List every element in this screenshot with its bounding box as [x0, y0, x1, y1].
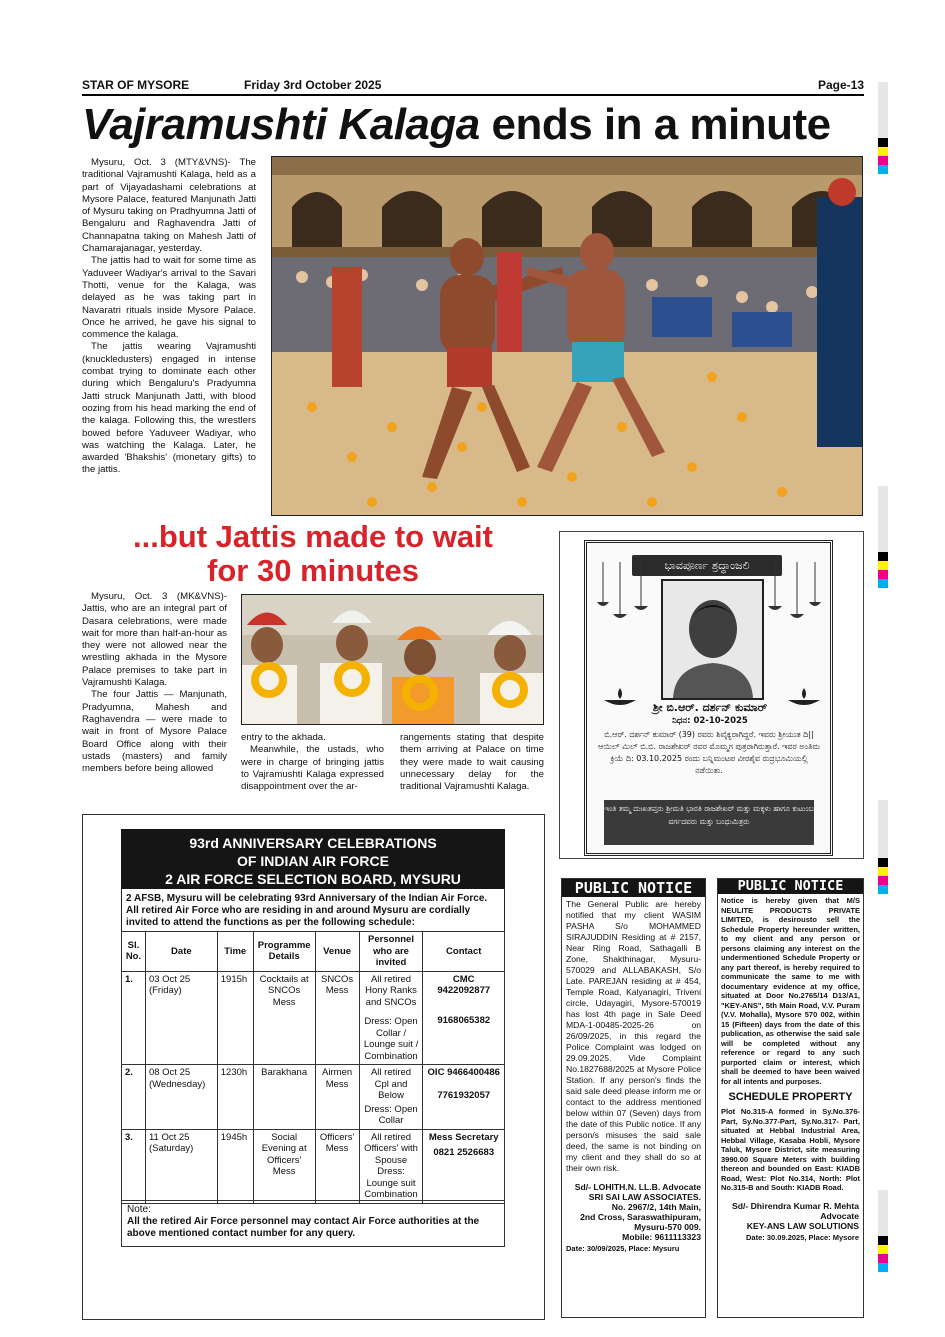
row-time: 1945h	[217, 1129, 253, 1203]
row-programme: Social Evening at Officers' Mess	[253, 1129, 315, 1203]
story2-para-1: Mysuru, Oct. 3 (MK&VNS)- Jattis, who are an integral part of Dasara celebrations, were made wait for more than half-an-hour as they were not allowed near the wrestling akhada in the Mysore Palace premises to take part in Vajramushti Kalaga.	[82, 591, 227, 689]
story2-column-2	[241, 732, 384, 793]
color-registration-bar	[878, 138, 888, 174]
margin-gray-bar	[878, 1190, 888, 1236]
airforce-heading-1: 93rd ANNIVERSARY CELEBRATIONS	[189, 835, 437, 851]
headline-rest: ends in a minute	[479, 100, 831, 149]
story2-para-3: entry to the akhada.	[241, 732, 326, 743]
row-venue: SNCOs Mess	[315, 971, 359, 1065]
row-contact	[423, 1065, 505, 1130]
obituary-footer: ಇಂತಿ ತಮ್ಮ ದುಃಖತಪ್ತರು ಶ್ರೀಮತಿ ಭಾರತಿ ರಾಜಶೇಖರ್ ಮತ್ತು ಮಕ್ಕಳು ಹಾಗೂ ಕುಟುಂಬ ವರ್ಗದವರು ಮತ್ತು ಬಂಧುಮಿತ್ರರು	[604, 800, 814, 845]
row-venue: Officers' Mess	[315, 1129, 359, 1203]
story2-column-1	[82, 591, 227, 775]
subheadline-line2: for 30 minutes	[207, 553, 419, 588]
table-row	[122, 1065, 505, 1130]
airforce-note-text: All the retired Air Force personnel may contact Air Force authorities at the above mentioned contact number for any query.	[127, 1216, 480, 1239]
page-number: Page-13	[817, 78, 864, 92]
header-sl: Sl. No.	[122, 932, 146, 972]
airforce-schedule-table	[121, 931, 505, 1204]
row-contact	[423, 971, 505, 1065]
portrait-image	[663, 581, 762, 698]
row-time: 1230h	[217, 1065, 253, 1130]
row-personnel-text: All retired Officers' with Spouse	[364, 1131, 418, 1166]
wrestling-scene-image	[272, 157, 863, 516]
obituary-portrait	[661, 579, 764, 700]
color-registration-bar	[878, 1236, 888, 1272]
masthead	[82, 76, 864, 96]
story2-para-2: The four Jattis — Manjunath, Pradyumna, Mahesh and Raghavendra — were made to wait in front of Mysore Palace Board Office along with their ustads (masters) and family members before being allowed	[82, 689, 227, 775]
notice1-firm: SRI SAI LAW ASSOCIATES.	[588, 1192, 701, 1202]
story2-para-4: Meanwhile, the ustads, who were in charge of bringing jattis to Vajramushti Kalaga expressed disappointment over the ar-	[241, 744, 384, 793]
story2-column-3	[400, 732, 544, 793]
notice1-address-3: Mysuru-570 009.	[634, 1222, 701, 1232]
airforce-note-label: Note:	[127, 1204, 151, 1215]
row-contact	[423, 1129, 505, 1203]
public-notice-2	[717, 878, 864, 1318]
notice2-signature: Sd/- Dhirendra Kumar R. Mehta	[731, 1200, 859, 1211]
margin-gray-bar	[878, 486, 888, 552]
row-sl: 2.	[122, 1065, 146, 1130]
header-contact: Contact	[423, 932, 505, 972]
paper-name: STAR OF MYSORE	[82, 78, 190, 92]
row-sl: 3.	[122, 1129, 146, 1203]
row-contact-1: CMC 9422092877	[437, 973, 491, 996]
main-headline	[82, 100, 864, 156]
obituary-text: ಬಿ.ಆರ್. ದರ್ಶನ್ ಕುಮಾರ್ (39) ರವರು ಶಿವೈಕ್ಯರಾಗಿದ್ದರೆ. ಇವರು ಶ್ರೀಯುತ ದಿ|| ಆಯಿಲ್ ಮಿಲ್ ಬಿ.ಬಿ. ರಾಜಶೇಖರ್ ರವರ ಮೊಮ್ಮಗ ಪುತ್ರರಾಗಿರುತ್ತಾರೆ. ಇವರ ಅಂತಿಮ ಕ್ರಿಯೆ ದಿ: 03.10.2025 ರಂದು ಬನ್ನಿಮಂಟಪ ವೀರಶೈವ ರುದ್ರಭೂಮಿಯಲ್ಲಿ ನಡೆಯಿತು.	[598, 730, 820, 775]
row-programme: Cocktails at SNCOs Mess	[253, 971, 315, 1065]
notice1-address-1: No. 2967/2, 14th Main,	[611, 1202, 701, 1212]
header-programme: Programme Details	[253, 932, 315, 972]
notice1-mobile: Mobile: 9611113323	[622, 1232, 701, 1242]
row-date: 08 Oct 25 (Wednesday)	[145, 1065, 217, 1130]
notice1-signature: Sd/- LOHITH.N. LL.B. Advocate	[574, 1182, 701, 1192]
notice1-date: Date: 30/09/2025, Place: Mysuru	[566, 1244, 680, 1253]
row-time: 1915h	[217, 971, 253, 1065]
notice2-schedule: Plot No.315-A formed in Sy.No.376-Part, Sy.No.377-Part, Sy.No.317- Part, situated at Hebbal Industrial Area, Hebbal Village, Kasaba Hobli, Mysore Taluk, Mysore District, site measuring 3990.00 Square Meters with building thereon and bounded on East: KIADB Road, West: Plot No.314, North: Plot No.315-B and South: KIADB Road.	[721, 1107, 860, 1192]
margin-gray-bar	[878, 800, 888, 858]
color-registration-bar	[878, 858, 888, 894]
airforce-heading-3: 2 AIR FORCE SELECTION BOARD, MYSURU	[165, 871, 461, 887]
issue-date: Friday 3rd October 2025	[244, 78, 382, 92]
obituary-date: ನಿಧನ: 02-10-2025	[672, 716, 748, 726]
table-header-row	[122, 932, 505, 972]
headline-italic: Vajramushti Kalaga	[82, 100, 480, 149]
obituary-name: ಶ್ರೀ ಬಿ.ಆರ್. ದರ್ಶನ್ ಕುಮಾರ್	[652, 701, 768, 714]
row-personnel	[359, 1065, 423, 1130]
row-personnel	[359, 971, 423, 1065]
row-date: 03 Oct 25 (Friday)	[145, 971, 217, 1065]
notice2-body: Notice is hereby given that M/S NEULITE PRODUCTS PRIVATE LIMITED, is desirousto sell the Schedule Property hereunder written, to my client and any person or persons claiming any interest on the undermentioned Schedule Property or any part thereof, is hereby required to communicate the same to me with documentary evidence at my office, situated at Door No.2765/14 D13/A1, "KEY-ANS", 5th Main Road, V.V. Puram (V.V. Mohalla), Mysore 570 002, within 15 (Fifteen) days from the date of this publication, as otherwise the said sale will be completed without any reference or regard to any such purported claim or interest, which shall be deemed to have been waived for all intents and purposes.	[721, 896, 860, 1086]
header-personnel: Personnel who are invited	[359, 932, 423, 972]
row-personnel	[359, 1129, 423, 1203]
airforce-heading-2: OF INDIAN AIR FORCE	[237, 853, 389, 869]
row-dress-text: Dress: Lounge suit Combination	[364, 1166, 418, 1200]
row-personnel-text: All retired Cpl and Below	[370, 1067, 412, 1101]
table-row	[122, 1129, 505, 1203]
subheadline	[82, 520, 544, 588]
notice2-date: Date: 30.09.2025, Place: Mysore	[746, 1232, 859, 1242]
row-venue: Airmen Mess	[315, 1065, 359, 1130]
row-contact-1: Mess Secretary	[428, 1131, 499, 1143]
margin-gray-bar	[878, 82, 888, 138]
row-personnel-text: All retired Hony Ranks and SNCOs	[365, 973, 417, 1008]
row-sl: 1.	[122, 971, 146, 1065]
table-row	[122, 971, 505, 1065]
story1-para-3: The jattis wearing Vajramushti (knuckledusters) engaged in intense combat trying to dominate each other during which Bengaluru's Pradyumna Jatti struck Manjunath Jatti, with blood oozing from his head marking the end of the kalaga. Following this, the wrestlers bowed before Yaduveer Wadiyar, who was watching the Kalaga. Later, he awarded 'Bhakshis' (monetary gifts) to the jattis.	[82, 341, 256, 476]
notice2-schedule-title: SCHEDULE PROPERTY	[728, 1091, 853, 1103]
airforce-intro: 2 AFSB, Mysuru will be celebrating 93rd Anniversary of the Indian Air Force. All retired Air Force who are residing in and around Mysuru are cordially invited to attend the functions as per the following schedule:	[126, 893, 488, 928]
notice1-body: The General Public are hereby notified that my client WASIM PASHA S/o MOHAMMED SIRAJUDDIN Residing at # 2157, Near Ring Road, Sathagalli B Zone, Shakthinagar, Mysuru-570029 and ALLABAKASH, S/o Late. PAREJAN residing at # 454, Temple Road, Kalyanagiri, Triveni circle, Udayagiri, Mysore-570019 has lost 4th page in Sale Deed MDA-1-00485-2025-26 on 26/09/2025, in this regard the Police Complaint was lodged on 29.09.2025. Vide Complaint No.1827688/2025 at Mysore Police Station. If any person's finds the said sale deed please inform me or contact to the address mentioned below within 07 (Seven) days from the date of this Public notice. If any person/s misuses the said sale deed, the same is not binding on my client and they shall do so at their own risk.	[566, 899, 701, 1173]
public-notice-1	[561, 878, 706, 1318]
notice2-role: Advocate	[820, 1210, 859, 1221]
jattis-waiting-image	[242, 595, 544, 725]
kalaga-photo	[271, 156, 863, 516]
story1-column	[82, 157, 256, 477]
obituary-banner: ಭಾವಪೂರ್ಣ ಶ್ರದ್ಧಾಂಜಲಿ	[632, 555, 782, 576]
jattis-photo	[241, 594, 544, 725]
story1-para-1: Mysuru, Oct. 3 (MTY&VNS)- The traditional Vajramushti Kalaga, held as a part of Vijayadashami celebrations at Mysore Palace, featured Manjunath Jatti of Mysuru taking on Pradhyumna Jatti of Bengaluru and Raghavendra Jatti of Channapatna taking on Mahesh Jatti of Chamarajanagar, yesterday.	[82, 157, 256, 255]
row-date: 11 Oct 25 (Saturday)	[145, 1129, 217, 1203]
row-contact-2: 7761932057	[437, 1089, 491, 1101]
airforce-note	[121, 1200, 505, 1247]
color-registration-bar	[878, 552, 888, 588]
row-contact-1: OIC 9466400486	[427, 1067, 500, 1078]
header-date: Date	[145, 932, 217, 972]
story2-para-5: rangements stating that despite them arriving at Palace on time they were made to wait causing unnecessary delay for the traditional Vajramushti Kalaga.	[400, 732, 544, 793]
notice1-title: PUBLIC NOTICE	[562, 879, 705, 897]
row-contact-2: 9168065382	[437, 1014, 491, 1026]
subheadline-line1: ...but Jattis made to wait	[133, 519, 493, 554]
header-venue: Venue	[315, 932, 359, 972]
row-dress-text: Dress: Open Collar / Lounge suit / Combination	[363, 1016, 419, 1062]
story1-para-2: The jattis had to wait for some time as Yaduveer Wadiyar's arrival to the Savari Thotti, venue for the Kalaga, was delayed as he was taking part in Navaratri rituals inside Mysore Palace. Once he arrived, he gave his signal to commence the kalaga.	[82, 255, 256, 341]
row-dress-text: Dress: Open Collar	[364, 1103, 418, 1126]
notice1-address-2: 2nd Cross, Saraswathipuram,	[580, 1212, 701, 1222]
notice2-firm: KEY-ANS LAW SOLUTIONS	[746, 1220, 859, 1231]
header-time: Time	[217, 932, 253, 972]
notice2-title: PUBLIC NOTICE	[718, 879, 863, 894]
row-programme: Barakhana	[253, 1065, 315, 1130]
row-contact-2: 0821 2526683	[433, 1147, 495, 1158]
airforce-ad-heading	[121, 829, 505, 889]
